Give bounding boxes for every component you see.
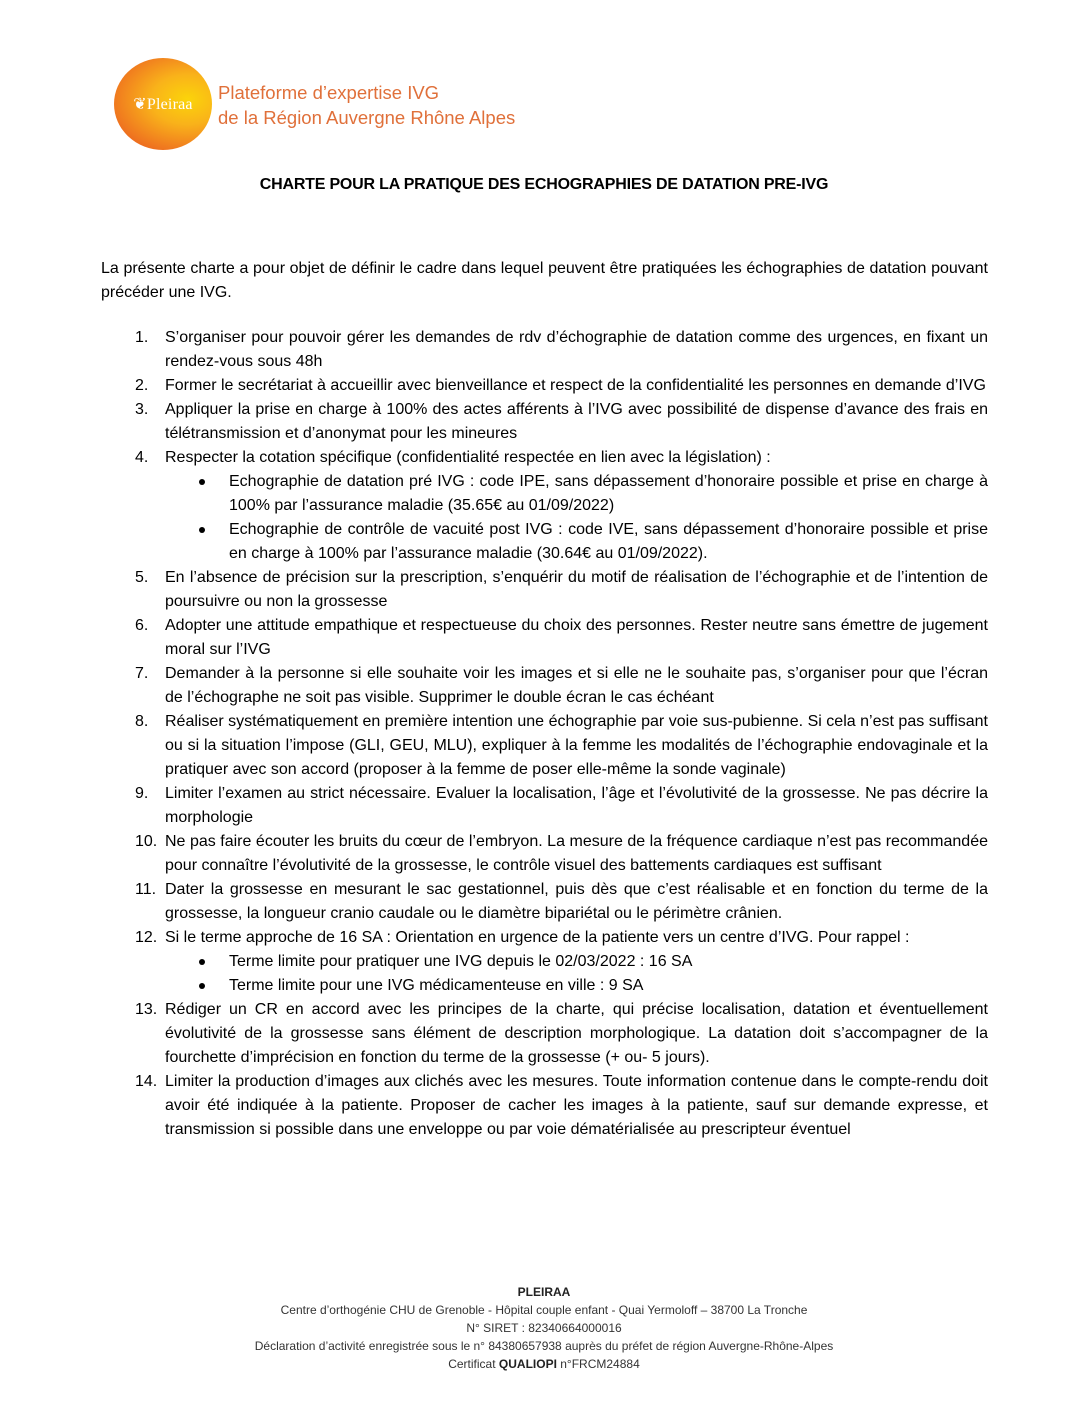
bullet-icon bbox=[199, 479, 205, 485]
charter-list bbox=[101, 326, 988, 1142]
brand-line-1: Plateforme d’expertise IVG bbox=[218, 82, 440, 103]
list-item: 5. En l’absence de précision sur la prescription, s’enquérir du motif de réalisation de l’échographie et de l’intention de poursuivre ou non la grossesse bbox=[135, 569, 988, 610]
sub-list-item: Echographie de datation pré IVG : code IPE, sans dépassement d’honoraire possible et prise en charge à 100% par l’assurance maladie (35.65€ au 01/09/2022) bbox=[165, 470, 988, 518]
list-item: 12. Si le terme approche de 16 SA : Orientation en urgence de la patiente vers un centre d’IVG. Pour rappel : Terme limite pour pratiquer une IVG depuis le 02/03/2022 : 16 SA Terme limite pour une IVG médicamenteuse en ville : 9 SA bbox=[101, 926, 988, 998]
sub-list-item: Terme limite pour une IVG médicamenteuse en ville : 9 SA bbox=[165, 974, 988, 998]
bullet-icon bbox=[199, 527, 205, 533]
brand-line-2: de la Région Auvergne Rhône Alpes bbox=[218, 107, 516, 128]
footer-org: PLEIRAA bbox=[517, 1285, 571, 1299]
logo-text: ❦Pleiraa bbox=[133, 96, 193, 113]
list-item: 8. Réaliser systématiquement en première intention une échographie par voie sus-pubienne. Si cela n’est pas suffisant ou si la situation l’impose (GLI, GEU, MLU), expliquer à la femme les modalités de l’échographie endovaginale et la pratiquer avec son accord (proposer à la femme de poser elle-même la sonde vaginale) bbox=[135, 713, 988, 778]
list-item: 13. Rédiger un CR en accord avec les principes de la charte, qui précise localisation, datation et éventuellement évolutivité de la grossesse sans élément de description morphologique. La datation doit s’accompagner de la fourchette d’imprécision en fonction du terme de la grossesse (+ ou- 5 jours). bbox=[135, 1001, 988, 1066]
list-item: 2. Former le secrétariat à accueillir avec bienveillance et respect de la confidentialité les personnes en demande d’IVG bbox=[135, 377, 986, 394]
list-item: 6. Adopter une attitude empathique et respectueuse du choix des personnes. Rester neutre sans émettre de jugement moral sur l’IVG bbox=[135, 617, 988, 658]
footer-certificate: Certificat QUALIOPI n°FRCM24884 bbox=[448, 1357, 640, 1371]
list-item: 10. Ne pas faire écouter les bruits du cœur de l’embryon. La mesure de la fréquence cardiaque n’est pas recommandée pour connaître l’évolutivité de la grossesse, le contrôle visuel des battements cardiaques est suffisant bbox=[135, 833, 988, 874]
footer-siret: N° SIRET : 82340664000016 bbox=[466, 1321, 622, 1335]
intro-paragraph: La présente charte a pour objet de définir le cadre dans lequel peuvent être pratiquées les échographies de datation pouvant précéder une IVG. bbox=[101, 260, 988, 301]
footer-declaration: Déclaration d’activité enregistrée sous le n° 84380657938 auprès du préfet de région Auvergne-Rhône-Alpes bbox=[254, 1339, 834, 1353]
sub-list-item: Echographie de contrôle de vacuité post IVG : code IVE, sans dépassement d’honoraire possible et prise en charge à 100% par l’assurance maladie (30.64€ au 01/09/2022). bbox=[165, 518, 988, 566]
bullet-icon bbox=[199, 983, 205, 989]
brand-header bbox=[218, 80, 515, 130]
list-item: 7. Demander à la personne si elle souhaite voir les images et si elle ne le souhaite pas, s’organiser pour que l’écran de l’échographe ne soit pas visible. Supprimer le double écran le cas échéant bbox=[135, 665, 988, 706]
sub-list bbox=[165, 950, 988, 998]
document-title: CHARTE POUR LA PRATIQUE DES ECHOGRAPHIES DE DATATION PRE-IVG bbox=[259, 176, 829, 193]
footer-address: Centre d’orthogénie CHU de Grenoble - Hôpital couple enfant - Quai Yermoloff – 38700 La Tronche bbox=[280, 1303, 808, 1317]
list-item: 11. Dater la grossesse en mesurant le sac gestationnel, puis dès que c’est réalisable et en fonction du terme de la grossesse, la longueur cranio caudale ou le diamètre bipariétal ou le périmètre crânien. bbox=[135, 881, 988, 922]
sub-list bbox=[165, 470, 988, 566]
list-item: 14. Limiter la production d’images aux clichés avec les mesures. Toute information contenue dans le compte-rendu doit avoir été indiquée à la patiente. Proposer de cacher les images à la patiente, sauf sur demande expresse, et transmission si possible dans une enveloppe ou par voie dématérialisée au prescripteur éventuel bbox=[135, 1073, 988, 1138]
list-item: 3. Appliquer la prise en charge à 100% des actes afférents à l’IVG avec possibilité de dispense d’avance des frais en télétransmission et d’anonymat pour les mineures bbox=[135, 401, 988, 442]
bullet-icon bbox=[199, 959, 205, 965]
sub-list-item: Terme limite pour pratiquer une IVG depuis le 02/03/2022 : 16 SA bbox=[165, 950, 988, 974]
list-item: 9. Limiter l’examen au strict nécessaire. Evaluer la localisation, l’âge et l’évolutivité de la grossesse. Ne pas décrire la morphologie bbox=[135, 785, 988, 826]
pleiraa-logo bbox=[114, 58, 212, 150]
page-footer bbox=[0, 1283, 1088, 1373]
list-item: 1. S’organiser pour pouvoir gérer les demandes de rdv d’échographie de datation comme des urgences, en fixant un rendez-vous sous 48h bbox=[135, 329, 988, 370]
list-item: 4. Respecter la cotation spécifique (confidentialité respectée en lien avec la législation) : Echographie de datation pré IVG : code IPE, sans dépassement d’honoraire possible et prise en charge à 100% par l’assurance maladie (35.65€ au 01/09/2022) Echographie de contrôle de vacuité post IVG : code IVE, sans dépassement d’honoraire possible et prise en charge à 100% par l’assurance maladie (30.64€ au 01/09/2022). bbox=[101, 446, 988, 566]
